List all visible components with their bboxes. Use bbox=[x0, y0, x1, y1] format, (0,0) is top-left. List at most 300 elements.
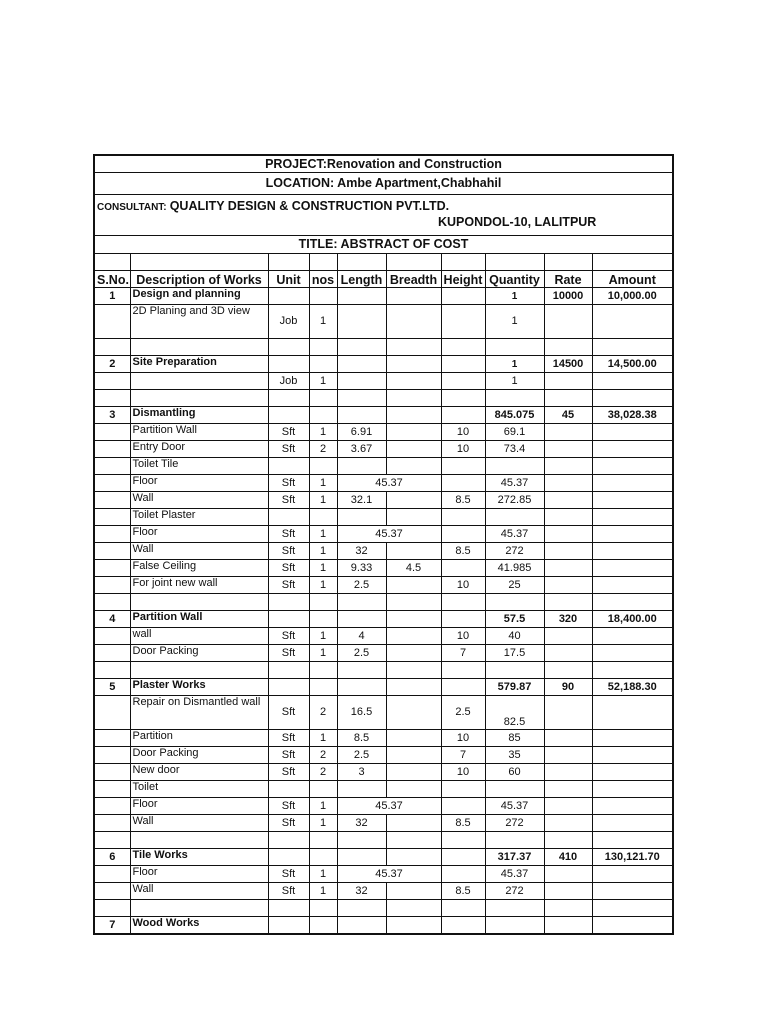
length: 6.91 bbox=[337, 424, 386, 441]
serial-number: 2 bbox=[94, 356, 130, 373]
amount bbox=[592, 526, 673, 543]
rate bbox=[544, 390, 592, 407]
sub-item-row bbox=[94, 577, 673, 594]
nos: 2 bbox=[309, 764, 337, 781]
rate bbox=[544, 645, 592, 662]
amount bbox=[592, 645, 673, 662]
rate bbox=[544, 764, 592, 781]
unit: Sft bbox=[268, 866, 309, 883]
height: 7 bbox=[441, 645, 485, 662]
unit: Sft bbox=[268, 441, 309, 458]
height bbox=[441, 509, 485, 526]
rate: 14500 bbox=[544, 356, 592, 373]
amount bbox=[592, 696, 673, 730]
description: Toilet Tile bbox=[130, 458, 268, 475]
height: 8.5 bbox=[441, 883, 485, 900]
nos bbox=[309, 832, 337, 849]
sub-item-row bbox=[94, 492, 673, 509]
length-breadth-area: 45.37 bbox=[337, 526, 441, 543]
description: Partition bbox=[130, 730, 268, 747]
description: Floor bbox=[130, 798, 268, 815]
quantity: 60 bbox=[485, 764, 544, 781]
unit: Sft bbox=[268, 764, 309, 781]
amount bbox=[592, 560, 673, 577]
quantity: 35 bbox=[485, 747, 544, 764]
serial-number bbox=[94, 866, 130, 883]
breadth bbox=[386, 662, 441, 679]
nos bbox=[309, 917, 337, 935]
height bbox=[441, 849, 485, 866]
nos bbox=[309, 339, 337, 356]
length bbox=[337, 390, 386, 407]
consultant-name: QUALITY DESIGN & CONSTRUCTION PVT.LTD. bbox=[169, 199, 450, 213]
quantity: 1 bbox=[485, 305, 544, 339]
height bbox=[441, 560, 485, 577]
height: 7 bbox=[441, 747, 485, 764]
nos: 1 bbox=[309, 815, 337, 832]
height bbox=[441, 611, 485, 628]
length bbox=[337, 781, 386, 798]
breadth bbox=[386, 577, 441, 594]
column-header: Amount bbox=[592, 271, 673, 288]
description: Toilet bbox=[130, 781, 268, 798]
height: 10 bbox=[441, 764, 485, 781]
amount bbox=[592, 339, 673, 356]
amount bbox=[592, 424, 673, 441]
description: Wall bbox=[130, 543, 268, 560]
quantity bbox=[485, 458, 544, 475]
consultant-label: CONSULTANT: bbox=[97, 202, 167, 213]
serial-number: 4 bbox=[94, 611, 130, 628]
description bbox=[130, 390, 268, 407]
empty-row bbox=[94, 832, 673, 849]
unit bbox=[268, 407, 309, 424]
length bbox=[337, 373, 386, 390]
unit: Sft bbox=[268, 577, 309, 594]
unit: Sft bbox=[268, 815, 309, 832]
length-breadth-area: 45.37 bbox=[337, 475, 441, 492]
rate bbox=[544, 441, 592, 458]
sub-item-row bbox=[94, 798, 673, 815]
quantity: 57.5 bbox=[485, 611, 544, 628]
amount bbox=[592, 747, 673, 764]
height bbox=[441, 458, 485, 475]
description: 2D Planing and 3D view bbox=[130, 305, 268, 339]
serial-number bbox=[94, 730, 130, 747]
unit bbox=[268, 662, 309, 679]
length bbox=[337, 900, 386, 917]
serial-number bbox=[94, 645, 130, 662]
serial-number bbox=[94, 577, 130, 594]
serial-number bbox=[94, 900, 130, 917]
description: Dismantling bbox=[130, 407, 268, 424]
unit: Sft bbox=[268, 730, 309, 747]
unit: Sft bbox=[268, 628, 309, 645]
amount: 52,188.30 bbox=[592, 679, 673, 696]
serial-number bbox=[94, 696, 130, 730]
height bbox=[441, 917, 485, 935]
breadth bbox=[386, 407, 441, 424]
height bbox=[441, 900, 485, 917]
amount bbox=[592, 475, 673, 492]
sub-item-row bbox=[94, 730, 673, 747]
rate bbox=[544, 305, 592, 339]
unit: Sft bbox=[268, 696, 309, 730]
rate: 320 bbox=[544, 611, 592, 628]
breadth bbox=[386, 458, 441, 475]
sub-item-row bbox=[94, 526, 673, 543]
amount bbox=[592, 883, 673, 900]
unit bbox=[268, 917, 309, 935]
abstract-of-cost-table bbox=[93, 154, 674, 935]
amount bbox=[592, 458, 673, 475]
rate bbox=[544, 747, 592, 764]
description: Toilet Plaster bbox=[130, 509, 268, 526]
amount bbox=[592, 628, 673, 645]
serial-number: 1 bbox=[94, 288, 130, 305]
rate bbox=[544, 509, 592, 526]
column-header: Description of Works bbox=[130, 271, 268, 288]
amount bbox=[592, 781, 673, 798]
nos bbox=[309, 679, 337, 696]
length: 32 bbox=[337, 543, 386, 560]
nos bbox=[309, 594, 337, 611]
serial-number bbox=[94, 832, 130, 849]
quantity bbox=[485, 662, 544, 679]
nos bbox=[309, 390, 337, 407]
rate bbox=[544, 628, 592, 645]
serial-number bbox=[94, 475, 130, 492]
rate bbox=[544, 492, 592, 509]
nos bbox=[309, 611, 337, 628]
description: Partition Wall bbox=[130, 611, 268, 628]
rate bbox=[544, 900, 592, 917]
unit bbox=[268, 679, 309, 696]
serial-number bbox=[94, 526, 130, 543]
serial-number bbox=[94, 815, 130, 832]
amount bbox=[592, 866, 673, 883]
description: Wood Works bbox=[130, 917, 268, 935]
description: Entry Door bbox=[130, 441, 268, 458]
location: LOCATION: Ambe Apartment,Chabhahil bbox=[94, 173, 673, 195]
height bbox=[441, 679, 485, 696]
unit: Sft bbox=[268, 424, 309, 441]
serial-number bbox=[94, 764, 130, 781]
breadth bbox=[386, 373, 441, 390]
length: 16.5 bbox=[337, 696, 386, 730]
spacer-row bbox=[94, 254, 673, 271]
amount bbox=[592, 577, 673, 594]
description: Site Preparation bbox=[130, 356, 268, 373]
height bbox=[441, 339, 485, 356]
unit bbox=[268, 849, 309, 866]
unit: Sft bbox=[268, 645, 309, 662]
empty-row bbox=[94, 662, 673, 679]
quantity: 69.1 bbox=[485, 424, 544, 441]
description: Design and planning bbox=[130, 288, 268, 305]
length: 3.67 bbox=[337, 441, 386, 458]
consultant-cell bbox=[94, 195, 673, 236]
length bbox=[337, 458, 386, 475]
quantity bbox=[485, 594, 544, 611]
height bbox=[441, 356, 485, 373]
amount bbox=[592, 764, 673, 781]
amount bbox=[592, 390, 673, 407]
description bbox=[130, 373, 268, 390]
unit bbox=[268, 594, 309, 611]
item-row bbox=[94, 407, 673, 424]
nos bbox=[309, 781, 337, 798]
height bbox=[441, 475, 485, 492]
quantity: 73.4 bbox=[485, 441, 544, 458]
height: 8.5 bbox=[441, 543, 485, 560]
amount bbox=[592, 900, 673, 917]
amount bbox=[592, 373, 673, 390]
nos: 1 bbox=[309, 866, 337, 883]
nos: 1 bbox=[309, 883, 337, 900]
amount: 130,121.70 bbox=[592, 849, 673, 866]
unit bbox=[268, 832, 309, 849]
height bbox=[441, 407, 485, 424]
serial-number bbox=[94, 560, 130, 577]
breadth bbox=[386, 390, 441, 407]
item-row bbox=[94, 917, 673, 935]
amount bbox=[592, 917, 673, 935]
breadth bbox=[386, 679, 441, 696]
nos: 2 bbox=[309, 441, 337, 458]
length bbox=[337, 917, 386, 935]
quantity: 45.37 bbox=[485, 866, 544, 883]
breadth bbox=[386, 781, 441, 798]
length bbox=[337, 679, 386, 696]
height: 10 bbox=[441, 441, 485, 458]
quantity: 45.37 bbox=[485, 475, 544, 492]
rate: 10000 bbox=[544, 288, 592, 305]
column-header: Quantity bbox=[485, 271, 544, 288]
length: 4 bbox=[337, 628, 386, 645]
empty-row bbox=[94, 339, 673, 356]
nos: 1 bbox=[309, 373, 337, 390]
quantity: 82.5 bbox=[485, 696, 544, 730]
item-row bbox=[94, 849, 673, 866]
quantity: 85 bbox=[485, 730, 544, 747]
description bbox=[130, 339, 268, 356]
unit bbox=[268, 458, 309, 475]
nos bbox=[309, 900, 337, 917]
serial-number: 6 bbox=[94, 849, 130, 866]
unit bbox=[268, 781, 309, 798]
nos: 1 bbox=[309, 577, 337, 594]
length bbox=[337, 611, 386, 628]
unit bbox=[268, 288, 309, 305]
rate bbox=[544, 798, 592, 815]
consultant-address: KUPONDOL-10, LALITPUR bbox=[438, 215, 597, 229]
length bbox=[337, 356, 386, 373]
height: 10 bbox=[441, 424, 485, 441]
height bbox=[441, 832, 485, 849]
height bbox=[441, 305, 485, 339]
rate bbox=[544, 526, 592, 543]
rate bbox=[544, 424, 592, 441]
description: Plaster Works bbox=[130, 679, 268, 696]
amount bbox=[592, 798, 673, 815]
height bbox=[441, 866, 485, 883]
description: Partition Wall bbox=[130, 424, 268, 441]
serial-number bbox=[94, 492, 130, 509]
quantity: 41.985 bbox=[485, 560, 544, 577]
column-header: Length bbox=[337, 271, 386, 288]
nos: 1 bbox=[309, 305, 337, 339]
serial-number bbox=[94, 628, 130, 645]
rate: 45 bbox=[544, 407, 592, 424]
nos bbox=[309, 407, 337, 424]
height: 10 bbox=[441, 577, 485, 594]
serial-number bbox=[94, 305, 130, 339]
item-row bbox=[94, 288, 673, 305]
unit bbox=[268, 339, 309, 356]
unit: Sft bbox=[268, 560, 309, 577]
quantity bbox=[485, 832, 544, 849]
rate bbox=[544, 475, 592, 492]
sub-item-row bbox=[94, 441, 673, 458]
unit: Sft bbox=[268, 543, 309, 560]
length: 9.33 bbox=[337, 560, 386, 577]
serial-number bbox=[94, 883, 130, 900]
breadth bbox=[386, 594, 441, 611]
rate bbox=[544, 373, 592, 390]
empty-row bbox=[94, 390, 673, 407]
breadth bbox=[386, 730, 441, 747]
height: 8.5 bbox=[441, 815, 485, 832]
quantity: 1 bbox=[485, 373, 544, 390]
amount bbox=[592, 509, 673, 526]
description: Floor bbox=[130, 475, 268, 492]
nos bbox=[309, 288, 337, 305]
description: Door Packing bbox=[130, 645, 268, 662]
unit bbox=[268, 390, 309, 407]
sub-item-row bbox=[94, 475, 673, 492]
serial-number bbox=[94, 339, 130, 356]
nos: 1 bbox=[309, 730, 337, 747]
description: New door bbox=[130, 764, 268, 781]
amount bbox=[592, 305, 673, 339]
unit: Sft bbox=[268, 747, 309, 764]
length-breadth-area: 45.37 bbox=[337, 798, 441, 815]
quantity: 272 bbox=[485, 883, 544, 900]
serial-number: 7 bbox=[94, 917, 130, 935]
serial-number bbox=[94, 781, 130, 798]
column-header: Breadth bbox=[386, 271, 441, 288]
quantity bbox=[485, 917, 544, 935]
breadth bbox=[386, 492, 441, 509]
serial-number bbox=[94, 424, 130, 441]
amount bbox=[592, 730, 673, 747]
rate bbox=[544, 730, 592, 747]
height bbox=[441, 781, 485, 798]
serial-number bbox=[94, 543, 130, 560]
serial-number bbox=[94, 594, 130, 611]
quantity bbox=[485, 900, 544, 917]
unit: Sft bbox=[268, 492, 309, 509]
rate bbox=[544, 696, 592, 730]
description: Wall bbox=[130, 815, 268, 832]
rate bbox=[544, 662, 592, 679]
empty-row bbox=[94, 900, 673, 917]
rate bbox=[544, 866, 592, 883]
serial-number bbox=[94, 747, 130, 764]
length bbox=[337, 662, 386, 679]
nos bbox=[309, 509, 337, 526]
description: Door Packing bbox=[130, 747, 268, 764]
column-header: Unit bbox=[268, 271, 309, 288]
amount bbox=[592, 662, 673, 679]
quantity: 272 bbox=[485, 543, 544, 560]
column-header: Rate bbox=[544, 271, 592, 288]
breadth bbox=[386, 747, 441, 764]
breadth bbox=[386, 543, 441, 560]
length: 2.5 bbox=[337, 645, 386, 662]
rate bbox=[544, 577, 592, 594]
rate bbox=[544, 543, 592, 560]
height bbox=[441, 390, 485, 407]
unit: Job bbox=[268, 373, 309, 390]
nos: 1 bbox=[309, 560, 337, 577]
sub-item-row bbox=[94, 747, 673, 764]
breadth bbox=[386, 339, 441, 356]
rate bbox=[544, 339, 592, 356]
nos: 1 bbox=[309, 543, 337, 560]
description bbox=[130, 662, 268, 679]
quantity: 17.5 bbox=[485, 645, 544, 662]
rate bbox=[544, 917, 592, 935]
breadth bbox=[386, 611, 441, 628]
length: 32.1 bbox=[337, 492, 386, 509]
nos: 1 bbox=[309, 645, 337, 662]
sub-item-row bbox=[94, 764, 673, 781]
nos bbox=[309, 849, 337, 866]
unit bbox=[268, 356, 309, 373]
unit: Job bbox=[268, 305, 309, 339]
sub-item-row bbox=[94, 373, 673, 390]
length bbox=[337, 339, 386, 356]
breadth bbox=[386, 645, 441, 662]
quantity bbox=[485, 390, 544, 407]
description: wall bbox=[130, 628, 268, 645]
description: Floor bbox=[130, 526, 268, 543]
quantity: 272.85 bbox=[485, 492, 544, 509]
quantity: 45.37 bbox=[485, 798, 544, 815]
rate bbox=[544, 560, 592, 577]
height bbox=[441, 662, 485, 679]
breadth: 4.5 bbox=[386, 560, 441, 577]
unit: Sft bbox=[268, 883, 309, 900]
height bbox=[441, 288, 485, 305]
length: 2.5 bbox=[337, 577, 386, 594]
amount bbox=[592, 832, 673, 849]
rate: 90 bbox=[544, 679, 592, 696]
serial-number bbox=[94, 509, 130, 526]
item-row bbox=[94, 679, 673, 696]
nos bbox=[309, 662, 337, 679]
breadth bbox=[386, 764, 441, 781]
rate bbox=[544, 594, 592, 611]
breadth bbox=[386, 815, 441, 832]
breadth bbox=[386, 849, 441, 866]
column-header-row bbox=[94, 271, 673, 288]
description: Wall bbox=[130, 492, 268, 509]
empty-row bbox=[94, 594, 673, 611]
length: 32 bbox=[337, 883, 386, 900]
